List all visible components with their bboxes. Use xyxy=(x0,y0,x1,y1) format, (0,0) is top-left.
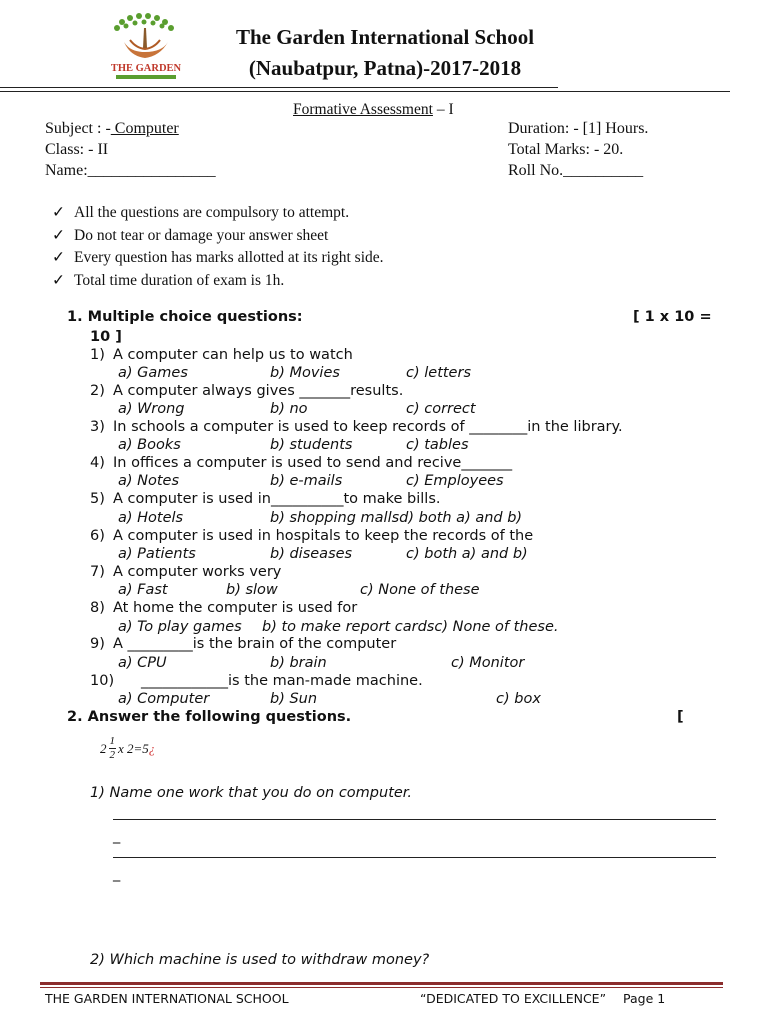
subject-line: Subject : - Computer xyxy=(45,120,179,137)
footer-divider xyxy=(40,982,723,985)
option-c: c) Employees xyxy=(406,473,504,489)
duration-line: Duration: - [1] Hours. xyxy=(508,120,649,137)
question-text: A computer is used in hospitals to keep the records of the xyxy=(113,528,534,544)
option-a: a) Hotels xyxy=(118,510,184,526)
option-a: a) Fast xyxy=(118,582,168,598)
question-number: 2) xyxy=(90,383,105,399)
section1-title: 1. Multiple choice questions: xyxy=(67,309,303,325)
option-c: c) Monitor xyxy=(451,655,525,671)
assessment-title: Formative Assessment – I xyxy=(293,101,454,118)
option-c: c) letters xyxy=(406,365,471,381)
instruction-item: ✓ Every question has marks allotted at its right side. xyxy=(52,249,384,266)
option-b: b) slow xyxy=(226,582,278,598)
answer-line xyxy=(113,819,716,820)
checkmark-icon: ✓ xyxy=(52,249,65,266)
option-a: a) Wrong xyxy=(118,401,185,417)
option-b: b) shopping mallsd) both a) and b) xyxy=(270,510,523,526)
option-b: b) diseases xyxy=(270,546,353,562)
option-a: a) To play games xyxy=(118,619,242,635)
header-divider xyxy=(0,87,558,88)
option-c: c) None of these xyxy=(360,582,480,598)
option-b: b) e-mails xyxy=(270,473,343,489)
instruction-item: ✓ Do not tear or damage your answer sheet xyxy=(52,227,329,244)
option-a: a) Patients xyxy=(118,546,196,562)
header-divider xyxy=(0,91,730,92)
question-text: A computer is used in__________to make bills. xyxy=(113,491,441,507)
question-number: 10) xyxy=(90,673,115,689)
option-a: a) Books xyxy=(118,437,181,453)
school-logo xyxy=(110,12,182,84)
answer-line-tail: _ xyxy=(113,828,121,844)
logo-text: THE GARDEN xyxy=(110,63,182,74)
checkmark-icon: ✓ xyxy=(52,227,65,244)
option-a: a) Games xyxy=(118,365,188,381)
question-number: 1) xyxy=(90,347,105,363)
question-text: A computer can help us to watch xyxy=(113,347,353,363)
question-number: 6) xyxy=(90,528,105,544)
footer-motto: “DEDICATED TO EXCILLENCE” xyxy=(420,991,607,1006)
question-number: 4) xyxy=(90,455,105,471)
option-b: b) to make report cardsc) None of these. xyxy=(262,619,559,635)
question-number: 8) xyxy=(90,600,105,616)
instruction-item: ✓ Total time duration of exam is 1h. xyxy=(52,272,285,289)
option-b: b) Movies xyxy=(270,365,340,381)
option-a: a) CPU xyxy=(118,655,167,671)
option-c: c) correct xyxy=(406,401,476,417)
question-text: ____________is the man-made machine. xyxy=(141,673,423,689)
answer-line-tail: _ xyxy=(113,866,121,882)
answer-question-1: 1) Name one work that you do on computer. xyxy=(90,785,413,801)
option-b: b) no xyxy=(270,401,308,417)
option-b: b) students xyxy=(270,437,353,453)
option-c: c) both a) and b) xyxy=(406,546,528,562)
footer-school-name: THE GARDEN INTERNATIONAL SCHOOL xyxy=(45,991,289,1006)
question-text: A computer always gives _______results. xyxy=(113,383,404,399)
question-text: At home the computer is used for xyxy=(113,600,358,616)
total-marks-line: Total Marks: - 20. xyxy=(508,141,624,158)
school-title: The Garden International School xyxy=(235,25,535,49)
roll-no-field: Roll No.__________ xyxy=(508,162,644,179)
option-a: a) Notes xyxy=(118,473,180,489)
class-line: Class: - II xyxy=(45,141,109,158)
question-number: 5) xyxy=(90,491,105,507)
option-c: c) tables xyxy=(406,437,469,453)
question-number: 9) xyxy=(90,636,105,652)
option-a: a) Computer xyxy=(118,691,210,707)
option-b: b) brain xyxy=(270,655,327,671)
footer-divider xyxy=(40,987,723,988)
question-text: In schools a computer is used to keep records of ________in the library. xyxy=(113,419,623,435)
checkmark-icon: ✓ xyxy=(52,272,65,289)
checkmark-icon: ✓ xyxy=(52,204,65,221)
answer-line xyxy=(113,857,716,858)
question-text: A _________is the brain of the computer xyxy=(113,636,397,652)
instruction-item: ✓ All the questions are compulsory to attempt. xyxy=(52,204,350,221)
question-text: A computer works very xyxy=(113,564,282,580)
question-text: In offices a computer is used to send and recive_______ xyxy=(113,455,513,471)
answer-question-2: 2) Which machine is used to withdraw money? xyxy=(90,952,430,968)
section1-marks-cont: 10 ] xyxy=(90,329,122,345)
name-field: Name:________________ xyxy=(45,162,216,179)
formula: 2 $\frac{1}{2}$ x 2=5¿ xyxy=(100,735,156,761)
question-number: 7) xyxy=(90,564,105,580)
footer-page-number: Page 1 xyxy=(623,991,666,1006)
option-b: b) Sun xyxy=(270,691,318,707)
option-c: c) box xyxy=(496,691,541,707)
section1-marks: [ 1 x 10 = xyxy=(633,309,712,325)
school-subtitle: (Naubatpur, Patna)-2017-2018 xyxy=(248,56,522,80)
section2-marks: [ xyxy=(677,709,684,725)
section2-title: 2. Answer the following questions. xyxy=(67,709,352,725)
question-number: 3) xyxy=(90,419,105,435)
